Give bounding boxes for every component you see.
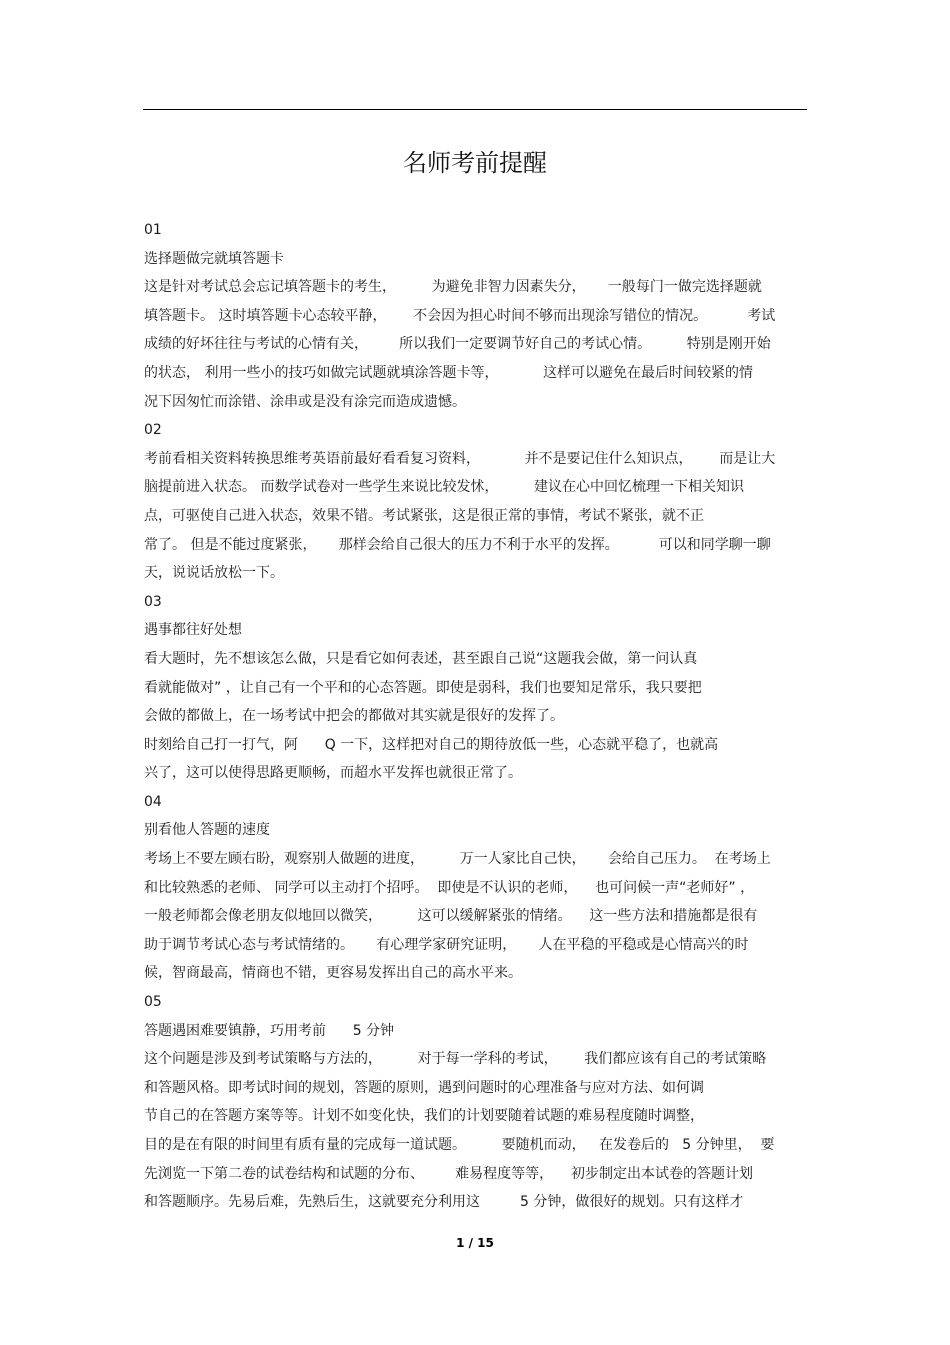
paragraph-line: 常了。 但是不能过度紧张， 那样会给自己很大的压力不利于水平的发挥。 可以和同学聊一聊 <box>144 536 771 553</box>
paragraph-line: 目的是在有限的时间里有质有量的完成每一道试题。 要随机而动， 在发卷后的 5 分钟里， 要 <box>144 1137 775 1153</box>
paragraph-line: 节自己的在答题方案等等。计划不如变化快，我们的计划要随着试题的难易程度随时调整， <box>144 1108 704 1125</box>
paragraph-line: 天，说说话放松一下。 <box>144 565 284 582</box>
section-number: 04 <box>144 793 162 810</box>
paragraph-line: 兴了，这可以使得思路更顺畅，而超水平发挥也就很正常了。 <box>144 765 522 782</box>
paragraph-line: 考场上不要左顾右盼，观察别人做题的进度， 万一人家比自己快， 会给自己压力。 在考场上 <box>144 851 771 868</box>
paragraph-line: 一般老师都会像老朋友似地回以微笑， 这可以缓解紧张的情绪。 这一些方法和措施都是很有 <box>144 908 758 925</box>
paragraph-line: 的状态， 利用一些小的技巧如做完试题就填涂答题卡等， 这样可以避免在最后时间较紧的情 <box>144 364 753 381</box>
section-number: 05 <box>144 994 162 1011</box>
paragraph-line: 这个问题是涉及到考试策略与方法的， 对于每一学科的考试， 我们都应该有自己的考试策略 <box>144 1051 767 1068</box>
paragraph-line: 和比较熟悉的老师、 同学可以主动打个招呼。 即使是不认识的老师， 也可问候一声“老师好” ， <box>144 879 755 896</box>
paragraph-line: 况下因匆忙而涂错、涂串或是没有涂完而造成遗憾。 <box>144 393 466 410</box>
paragraph-line: 填答题卡。 这时填答题卡心态较平静， 不会因为担心时间不够而出现涂写错位的情况。 考试 <box>144 307 776 324</box>
paragraph-line: 点，可驱使自己进入状态，效果不错。考试紧张，这是很正常的事情，考试不紧张，就不正 <box>144 507 704 524</box>
section-number: 01 <box>144 222 162 238</box>
paragraph-line: 脑提前进入状态。 而数学试卷对一些学生来说比较发怵， 建议在心中回忆梳理一下相关知识 <box>144 479 745 496</box>
page-number: 1 / 15 <box>456 1236 494 1250</box>
document-body <box>144 216 814 1217</box>
section-heading: 遇事都往好处想 <box>144 622 242 639</box>
paragraph-line: 成绩的好坏往往与考试的心情有关， 所以我们一定要调节好自己的考试心情。 特别是刚开始 <box>144 336 771 353</box>
paragraph-line: 时刻给自己打一打气，阿 Q 一下，这样把对自己的期待放低一些，心态就平稳了，也就高 <box>144 736 719 753</box>
paragraph-line: 会做的都做上，在一场考试中把会的都做对其实就是很好的发挥了。 <box>144 708 564 725</box>
paragraph-line: 助于调节考试心态与考试情绪的。 有心理学家研究证明， 人在平稳的平稳或是心情高兴的时 <box>144 936 749 953</box>
section-heading: 答题遇困难要镇静，巧用考前 5 分钟 <box>144 1022 395 1039</box>
document-title: 名师考前提醒 <box>403 149 547 177</box>
section-heading: 别看他人答题的速度 <box>144 822 270 839</box>
paragraph-line: 候，智商最高，情商也不错，更容易发挥出自己的高水平来。 <box>144 965 522 982</box>
section-number: 03 <box>144 593 162 610</box>
paragraph-line: 和答题顺序。先易后难，先熟后生，这就要充分利用这 5 分钟，做很好的规划。只有这样才 <box>144 1194 744 1211</box>
paragraph-line: 和答题风格。即考试时间的规划，答题的原则，遇到问题时的心理准备与应对方法、如何调 <box>144 1079 704 1096</box>
paragraph-line: 这是针对考试总会忘记填答题卡的考生， 为避免非智力因素失分， 一般每门一做完选择题就 <box>144 279 762 296</box>
paragraph-line: 看大题时，先不想该怎么做，只是看它如何表述，甚至跟自己说“这题我会做，第一问认真 <box>144 650 698 667</box>
section-number: 02 <box>144 422 162 439</box>
header-rule <box>143 109 807 110</box>
paragraph-line: 先浏览一下第二卷的试卷结构和试题的分布、 难易程度等等， 初步制定出本试卷的答题计划 <box>144 1165 753 1182</box>
paragraph-line: 看就能做对” ，让自己有一个平和的心态答题。即使是弱科，我们也要知足常乐，我只要把 <box>144 679 702 696</box>
paragraph-line: 考前看相关资料转换思维考英语前最好看看复习资料， 并不是要记住什么知识点， 而是让大 <box>144 450 776 467</box>
section-heading: 选择题做完就填答题卡 <box>144 250 284 267</box>
